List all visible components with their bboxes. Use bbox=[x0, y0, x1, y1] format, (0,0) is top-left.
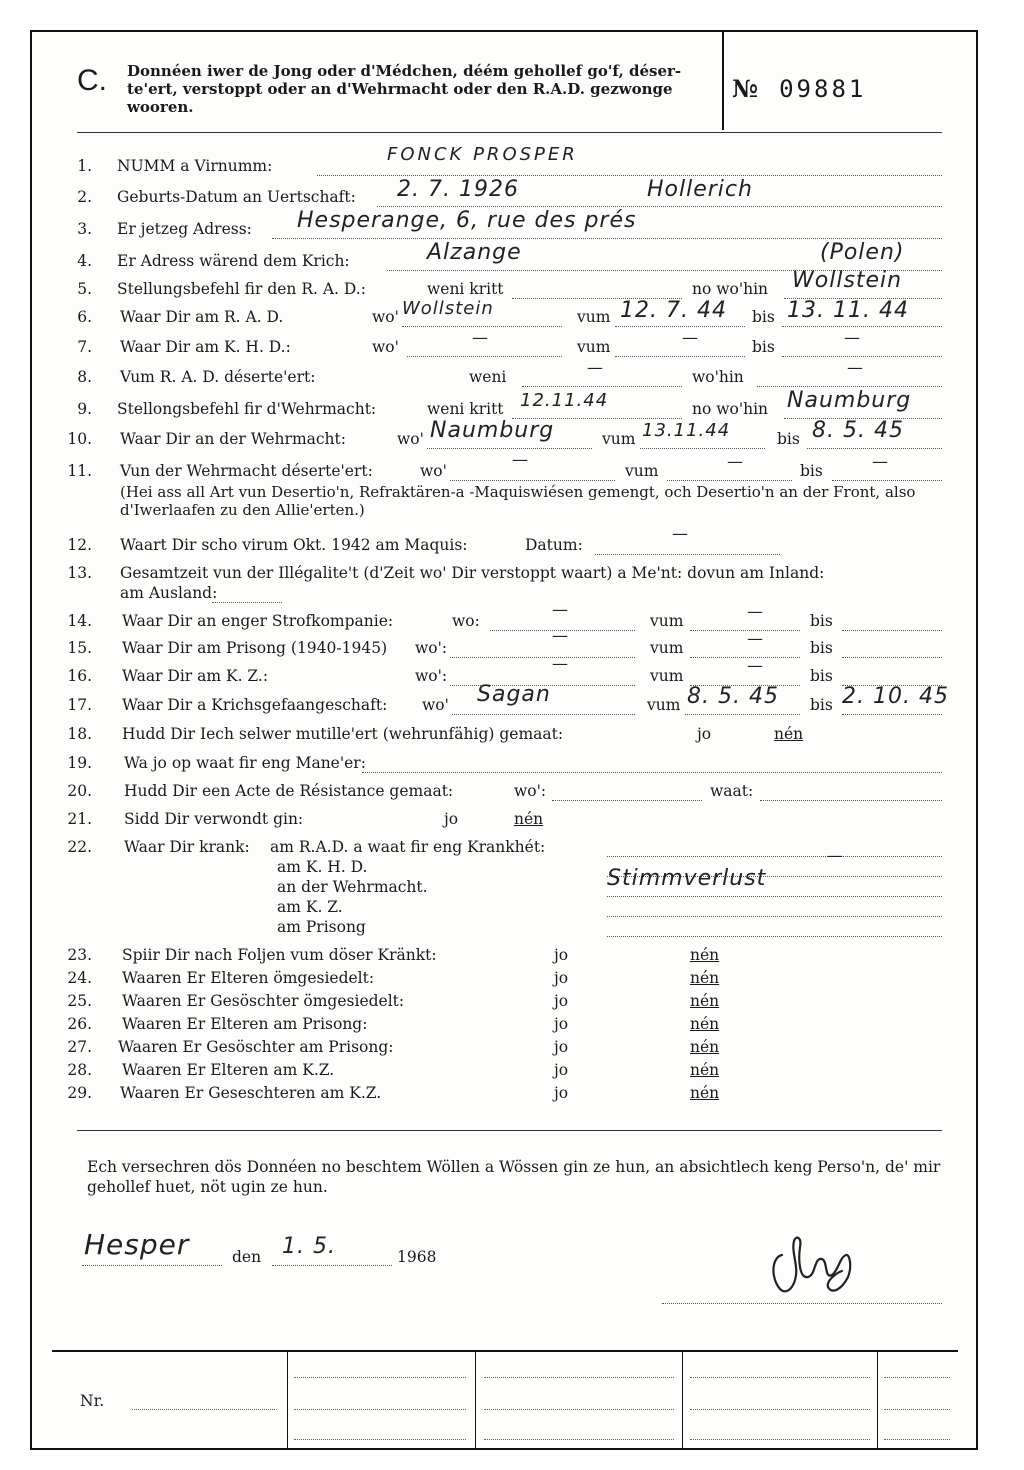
footer-divider bbox=[287, 1352, 288, 1450]
number-symbol: № bbox=[732, 74, 762, 103]
footer-cell-line bbox=[484, 1408, 674, 1410]
field-num: 15. bbox=[67, 639, 92, 657]
nen-option[interactable]: nén bbox=[690, 992, 720, 1010]
field-num: 25. bbox=[67, 992, 92, 1010]
nen-option[interactable]: nén bbox=[690, 1061, 720, 1079]
siblings-prison-label: Waaren Er Gesöschter am Prisong: bbox=[118, 1038, 394, 1056]
wo-line bbox=[427, 447, 592, 449]
signing-year: 1968 bbox=[397, 1248, 437, 1266]
bis-line bbox=[842, 629, 942, 631]
wo-line bbox=[452, 713, 635, 715]
dash-mark: — bbox=[747, 656, 763, 675]
sick-prison-label: am Prisong bbox=[277, 918, 366, 936]
dash-mark: — bbox=[472, 328, 488, 347]
wo-line bbox=[450, 479, 615, 481]
field-num: 20. bbox=[67, 782, 92, 800]
nr-label: Nr. bbox=[80, 1392, 105, 1410]
wo-label: wo': bbox=[415, 667, 448, 685]
vum-label: vum bbox=[647, 696, 681, 714]
weni-line bbox=[522, 385, 682, 387]
vum-label: vum bbox=[625, 462, 659, 480]
bis-line bbox=[782, 325, 942, 327]
footer-cell-line bbox=[690, 1376, 870, 1378]
jo-option[interactable]: jo bbox=[554, 1084, 569, 1102]
bis-label: bis bbox=[810, 696, 833, 714]
field-num: 11. bbox=[67, 462, 92, 480]
siblings-resettled-label: Waaren Er Gesöschter ömgesiedelt: bbox=[122, 992, 405, 1010]
declaration-rule bbox=[77, 1130, 942, 1131]
field-num: 24. bbox=[67, 969, 92, 987]
wohin-label: wo'hin bbox=[692, 368, 744, 386]
field-num: 22. bbox=[67, 838, 92, 856]
signature bbox=[762, 1227, 872, 1307]
dash-mark: — bbox=[872, 452, 888, 471]
field-num: 1. bbox=[77, 157, 92, 175]
wo-label: wo' bbox=[420, 462, 447, 480]
bis-line bbox=[782, 355, 942, 357]
number-value: 09881 bbox=[779, 75, 867, 103]
jo-option[interactable]: jo bbox=[697, 725, 712, 743]
wo-line bbox=[552, 799, 702, 801]
desertion-note: (Hei ass all Art vun Desertio'n, Refraktären-a -Maquiswiésen gemengt, och Desertio'n an der Front, also d'Iwerlaafen zu den Allie'erten.) bbox=[120, 483, 916, 519]
wo-label: wo': bbox=[514, 782, 547, 800]
bis-label: bis bbox=[810, 612, 833, 630]
nen-option[interactable]: nén bbox=[690, 1038, 720, 1056]
jo-option[interactable]: jo bbox=[554, 992, 569, 1010]
form-title: Donnéen iwer de Jong oder d'Médchen, déém gehollef go'f, déser-te'ert, verstoppt oder an d'Wehrmacht oder den R.A.D. gezwonge wooren. bbox=[127, 62, 682, 116]
weni-label: weni bbox=[469, 368, 507, 386]
wo-label: wo' bbox=[422, 696, 449, 714]
dash-mark: — bbox=[727, 452, 743, 471]
wo-line bbox=[450, 656, 635, 658]
nen-option[interactable]: nén bbox=[690, 946, 720, 964]
wehrmacht-label: Waar Dir an der Wehrmacht: bbox=[120, 430, 346, 448]
footer-cell-line bbox=[294, 1408, 466, 1410]
dash-mark: — bbox=[844, 328, 860, 347]
footer-cell-line bbox=[884, 1408, 950, 1410]
vum-label: vum bbox=[577, 308, 611, 326]
field-num: 18. bbox=[67, 725, 92, 743]
vum-label: vum bbox=[577, 338, 611, 356]
strofkompanie-label: Waar Dir an enger Strofkompanie: bbox=[122, 612, 394, 630]
sick-wehrmacht-value[interactable]: Stimmverlust bbox=[607, 866, 767, 891]
field-num: 16. bbox=[67, 667, 92, 685]
field-num: 7. bbox=[77, 338, 92, 356]
wehrmacht-desert-label: Vun der Wehrmacht déserte'ert: bbox=[120, 462, 373, 480]
datum-label: Datum: bbox=[525, 536, 583, 554]
rad-from[interactable]: 12. 7. 44 bbox=[620, 298, 727, 323]
wehrmacht-until[interactable]: 8. 5. 45 bbox=[812, 418, 904, 443]
sick-rad-label: am R.A.D. a waat fir eng Krankhét: bbox=[270, 838, 546, 856]
address-label: Er jetzeg Adress: bbox=[117, 220, 252, 238]
pow-from[interactable]: 8. 5. 45 bbox=[687, 684, 779, 709]
consequences-label: Spiir Dir nach Foljen vum döser Kränkt: bbox=[122, 946, 437, 964]
header-divider bbox=[722, 32, 724, 130]
birth-place-value[interactable]: Hollerich bbox=[647, 177, 753, 202]
wohin-label: no wo'hin bbox=[692, 400, 769, 418]
resistance-label: Hudd Dir een Acte de Résistance gemaat: bbox=[124, 782, 454, 800]
vum-line bbox=[615, 325, 745, 327]
birth-line bbox=[377, 205, 942, 207]
vum-line bbox=[685, 713, 800, 715]
footer-divider bbox=[682, 1352, 683, 1450]
place-line bbox=[82, 1264, 222, 1266]
sick-khd-label: am K. H. D. bbox=[277, 858, 368, 876]
jo-option[interactable]: jo bbox=[554, 1038, 569, 1056]
dash-mark: — bbox=[552, 654, 568, 673]
waat-line bbox=[760, 799, 942, 801]
vum-line bbox=[640, 447, 765, 449]
footer-cell-line bbox=[690, 1438, 870, 1440]
field-num: 4. bbox=[77, 252, 92, 270]
rad-where-value[interactable]: Wollstein bbox=[792, 268, 903, 293]
bis-line bbox=[842, 656, 942, 658]
field-num: 29. bbox=[67, 1084, 92, 1102]
vum-line bbox=[690, 629, 800, 631]
field-num: 14. bbox=[67, 612, 92, 630]
dash-mark: — bbox=[827, 846, 843, 865]
nen-option[interactable]: nén bbox=[690, 1015, 720, 1033]
pow-label: Waar Dir a Krichsgefaangeschaft: bbox=[122, 696, 388, 714]
field-num: 2. bbox=[77, 188, 92, 206]
vum-line bbox=[690, 656, 800, 658]
dash-mark: — bbox=[552, 626, 568, 645]
vum-label: vum bbox=[650, 612, 684, 630]
signing-place[interactable]: Hesper bbox=[84, 1228, 190, 1261]
wo-label: wo': bbox=[415, 639, 448, 657]
den-label: den bbox=[232, 1248, 262, 1266]
field-num: 3. bbox=[77, 220, 92, 238]
bis-label: bis bbox=[777, 430, 800, 448]
rad-label: Waar Dir am R. A. D. bbox=[120, 308, 284, 326]
war-address-value[interactable]: Alzange bbox=[427, 240, 522, 265]
header-rule bbox=[77, 132, 942, 133]
jo-option[interactable]: jo bbox=[554, 969, 569, 987]
maquis-label: Waart Dir scho virum Okt. 1942 am Maquis: bbox=[120, 536, 468, 554]
dash-mark: — bbox=[747, 629, 763, 648]
dash-mark: — bbox=[747, 602, 763, 621]
dash-mark: — bbox=[682, 328, 698, 347]
wounded-label: Sidd Dir verwondt gin: bbox=[124, 810, 304, 828]
bis-label: bis bbox=[810, 667, 833, 685]
sick-wehrmacht-label: an der Wehrmacht. bbox=[277, 878, 428, 896]
war-address-label: Er Adress wärend dem Krich: bbox=[117, 252, 350, 270]
field-num: 9. bbox=[77, 400, 92, 418]
birth-label: Geburts-Datum an Uertschaft: bbox=[117, 188, 356, 206]
datum-line bbox=[595, 553, 780, 555]
dash-mark: — bbox=[672, 524, 688, 543]
rad-where[interactable]: Wollstein bbox=[402, 298, 494, 319]
signing-date[interactable]: 1. 5. bbox=[282, 1234, 336, 1259]
wehrmacht-order-date[interactable]: 12.11.44 bbox=[520, 390, 609, 411]
birth-date-value[interactable]: 2. 7. 1926 bbox=[397, 177, 519, 202]
abroad-line bbox=[212, 601, 282, 603]
field-num: 19. bbox=[67, 754, 92, 772]
field-num: 28. bbox=[67, 1061, 92, 1079]
field-num: 8. bbox=[77, 368, 92, 386]
dash-mark: — bbox=[552, 600, 568, 619]
field-num: 23. bbox=[67, 946, 92, 964]
dash-mark: — bbox=[512, 450, 528, 469]
sick-kz-line bbox=[607, 915, 942, 917]
sick-kz-label: am K. Z. bbox=[277, 898, 343, 916]
field-num: 5. bbox=[77, 280, 92, 298]
nen-option[interactable]: nén bbox=[690, 969, 720, 987]
wo-label: wo: bbox=[452, 612, 480, 630]
name-label: NUMM a Virnumm: bbox=[117, 157, 273, 175]
bis-label: bis bbox=[810, 639, 833, 657]
bis-line bbox=[832, 479, 942, 481]
parents-resettled-label: Waaren Er Elteren ömgesiedelt: bbox=[122, 969, 375, 987]
nen-option[interactable]: nén bbox=[774, 725, 804, 743]
vum-line bbox=[667, 479, 792, 481]
name-value[interactable]: FONCK PROSPER bbox=[387, 144, 578, 165]
nr-line bbox=[132, 1408, 277, 1410]
footer-cell-line bbox=[690, 1408, 870, 1410]
where-label: no wo'hin bbox=[692, 280, 769, 298]
sick-label: Waar Dir krank: bbox=[124, 838, 250, 856]
prison-label: Waar Dir am Prisong (1940-1945) bbox=[122, 639, 388, 657]
name-line bbox=[317, 174, 942, 176]
wo-line bbox=[407, 355, 562, 357]
dash-mark: — bbox=[847, 358, 863, 377]
nen-option[interactable]: nén bbox=[514, 810, 544, 828]
sick-prison-line bbox=[607, 935, 942, 937]
form-number bbox=[732, 74, 866, 103]
footer-cell-line bbox=[294, 1376, 466, 1378]
waat-label: waat: bbox=[710, 782, 754, 800]
field-num: 10. bbox=[67, 430, 92, 448]
siblings-kz-label: Waaren Er Geseschteren am K.Z. bbox=[120, 1084, 382, 1102]
vum-label: vum bbox=[602, 430, 636, 448]
address-value[interactable]: Hesperange, 6, rue des prés bbox=[297, 208, 637, 233]
abroad-label: am Ausland: bbox=[120, 584, 218, 602]
jo-option[interactable]: jo bbox=[554, 1061, 569, 1079]
nen-option[interactable]: nén bbox=[690, 1084, 720, 1102]
sick-rad-line bbox=[607, 855, 942, 857]
jo-option[interactable]: jo bbox=[554, 946, 569, 964]
kz-label: Waar Dir am K. Z.: bbox=[122, 667, 269, 685]
address-line bbox=[272, 237, 942, 239]
dash-mark: — bbox=[587, 358, 603, 377]
footer-divider bbox=[877, 1352, 878, 1450]
rad-order-label: Stellungsbefehl fir den R. A. D.: bbox=[117, 280, 366, 298]
field-num: 12. bbox=[67, 536, 92, 554]
field-num: 27. bbox=[67, 1038, 92, 1056]
khd-label: Waar Dir am K. H. D.: bbox=[120, 338, 291, 356]
footer-cell-line bbox=[884, 1376, 950, 1378]
bis-line bbox=[842, 713, 942, 715]
illegality-label: Gesamtzeit vun der Illégalite't (d'Zeit wo' Dir verstoppt waart) a Me'nt: dovun am Inland: bbox=[120, 564, 825, 582]
form-page bbox=[30, 30, 978, 1450]
field-num: 6. bbox=[77, 308, 92, 326]
field-num: 13. bbox=[67, 564, 92, 582]
wo-label: wo' bbox=[372, 308, 399, 326]
field-num: 26. bbox=[67, 1015, 92, 1033]
mutilation-label: Hudd Dir Iech selwer mutille'ert (wehrunfähig) gemaat: bbox=[122, 725, 564, 743]
jo-option[interactable]: jo bbox=[444, 810, 459, 828]
footer-divider bbox=[475, 1352, 476, 1450]
bis-label: bis bbox=[752, 308, 775, 326]
war-address-country[interactable]: (Polen) bbox=[820, 240, 905, 265]
footer-cell-line bbox=[484, 1376, 674, 1378]
footer-rule bbox=[52, 1350, 958, 1352]
bis-line bbox=[807, 447, 942, 449]
parents-prison-label: Waaren Er Elteren am Prisong: bbox=[122, 1015, 368, 1033]
pow-where[interactable]: Sagan bbox=[477, 682, 551, 707]
footer-cell-line bbox=[294, 1438, 466, 1440]
footer-cell-line bbox=[484, 1438, 674, 1440]
parents-kz-label: Waaren Er Elteren am K.Z. bbox=[122, 1061, 335, 1079]
field-num: 17. bbox=[67, 696, 92, 714]
bis-label: bis bbox=[752, 338, 775, 356]
section-letter: C. bbox=[77, 64, 107, 97]
wehrmacht-order-label: Stellongsbefehl fir d'Wehrmacht: bbox=[117, 400, 377, 418]
footer-cell-line bbox=[884, 1438, 950, 1440]
date-line bbox=[272, 1264, 392, 1266]
rad-desert-label: Vum R. A. D. déserte'ert: bbox=[120, 368, 316, 386]
bis-label: bis bbox=[800, 462, 823, 480]
declaration-text: Ech versechren dös Donnéen no beschtem Wöllen a Wössen gin ze hun, an absichtlech keng Perso'n, de' mir gehollef huet, nöt ugin ze hun. bbox=[87, 1158, 941, 1196]
pow-until[interactable]: 2. 10. 45 bbox=[842, 684, 949, 709]
manner-line bbox=[362, 771, 942, 773]
rad-until[interactable]: 13. 11. 44 bbox=[787, 298, 909, 323]
manner-label: Wa jo op waat fir eng Mane'er: bbox=[124, 754, 366, 772]
field-num: 21. bbox=[67, 810, 92, 828]
jo-option[interactable]: jo bbox=[554, 1015, 569, 1033]
wehrmacht-where[interactable]: Naumburg bbox=[430, 418, 555, 443]
wehrmacht-from[interactable]: 13.11.44 bbox=[642, 420, 731, 441]
wo-line bbox=[402, 325, 562, 327]
wo-label: wo' bbox=[397, 430, 424, 448]
when-label: weni kritt bbox=[427, 280, 504, 298]
wohin-line bbox=[757, 385, 942, 387]
sick-wehrmacht-line bbox=[607, 895, 942, 897]
vum-line bbox=[615, 355, 745, 357]
wehrmacht-order-place[interactable]: Naumburg bbox=[787, 388, 912, 413]
vum-label: vum bbox=[650, 667, 684, 685]
wo-label: wo' bbox=[372, 338, 399, 356]
vum-label: vum bbox=[650, 639, 684, 657]
weni-label: weni kritt bbox=[427, 400, 504, 418]
